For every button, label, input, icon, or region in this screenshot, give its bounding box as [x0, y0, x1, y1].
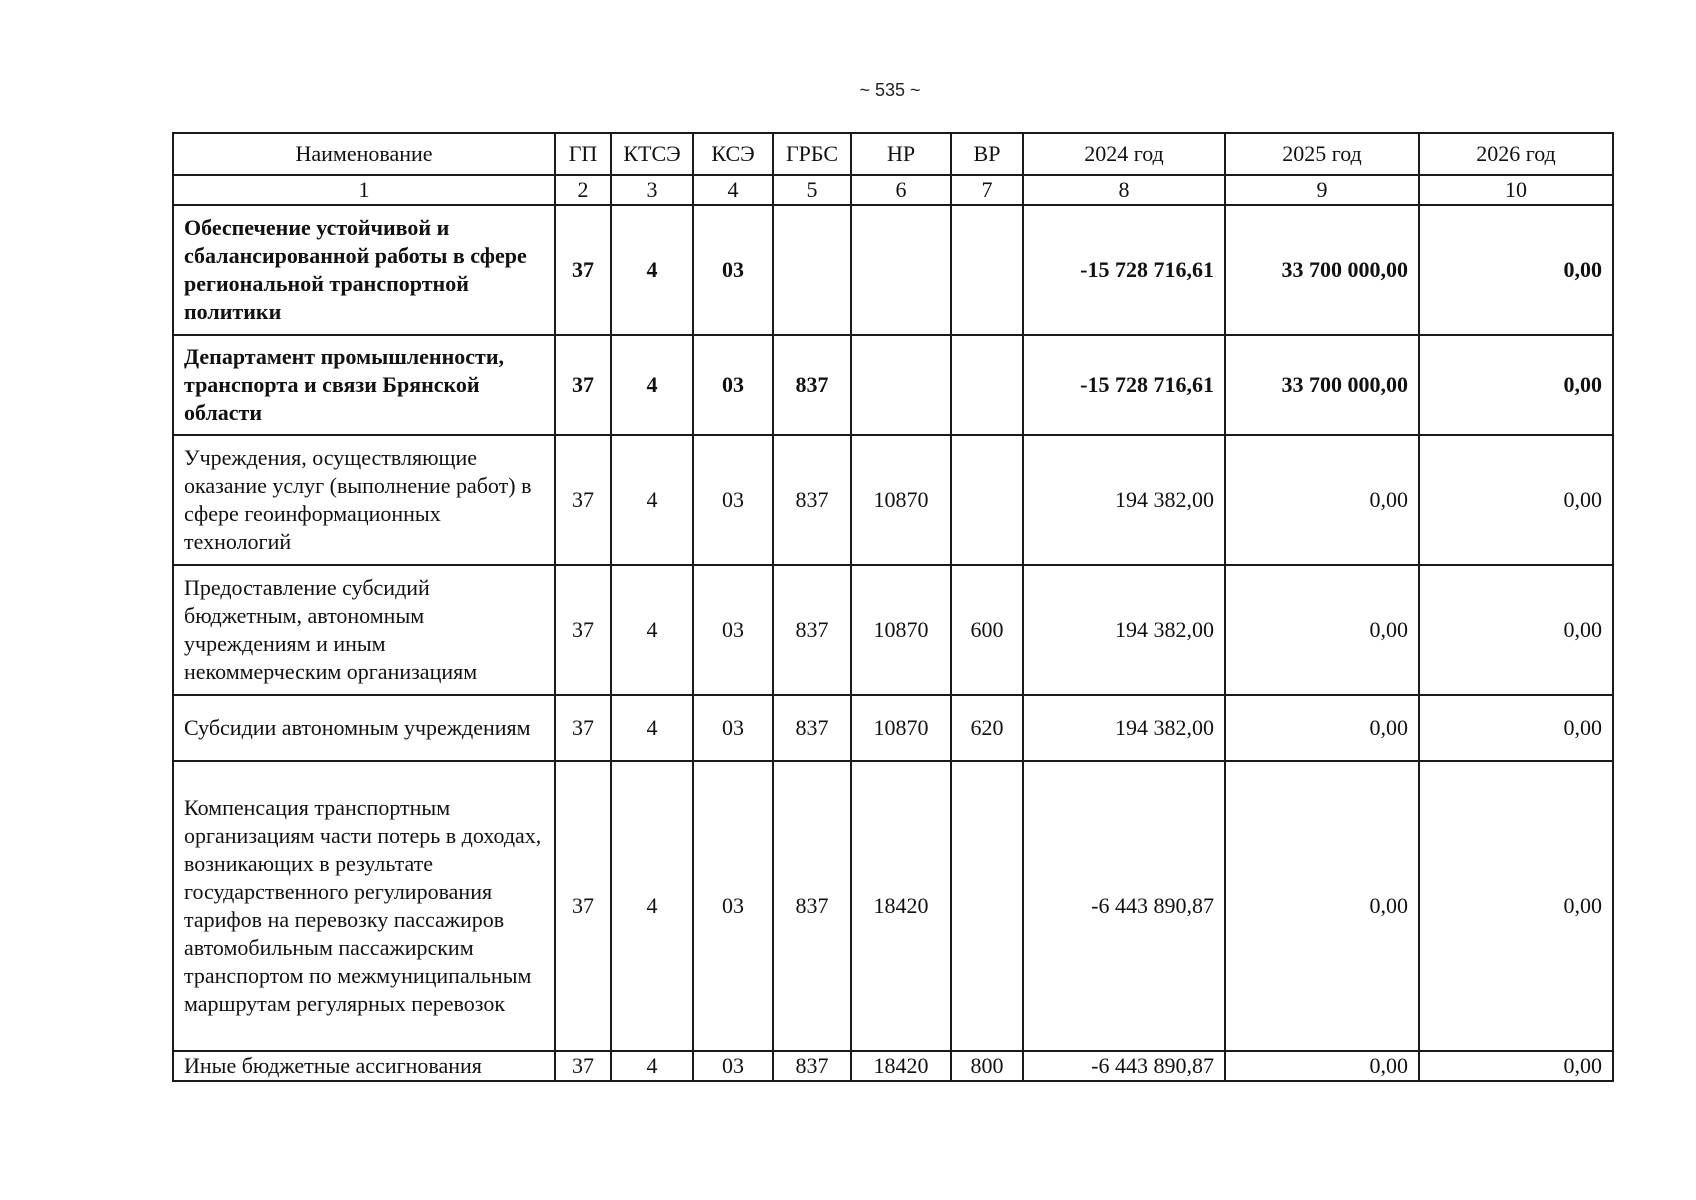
- row-kse: 03: [693, 695, 773, 761]
- column-number: 1: [173, 175, 555, 205]
- row-kse: 03: [693, 435, 773, 565]
- row-2024: 194 382,00: [1023, 695, 1225, 761]
- row-name: Иные бюджетные ассигнования: [173, 1051, 555, 1081]
- row-2024: -15 728 716,61: [1023, 335, 1225, 435]
- row-2026: 0,00: [1419, 435, 1613, 565]
- table-row: [173, 565, 1613, 695]
- row-2025: 33 700 000,00: [1225, 335, 1419, 435]
- row-2024: -6 443 890,87: [1023, 1051, 1225, 1081]
- column-number: 2: [555, 175, 611, 205]
- row-name: Субсидии автономным учреждениям: [173, 695, 555, 761]
- row-vr: [951, 335, 1023, 435]
- row-nr: 18420: [851, 761, 951, 1051]
- table-row: [173, 335, 1613, 435]
- column-number: 6: [851, 175, 951, 205]
- header-vr: ВР: [951, 133, 1023, 175]
- row-grbs: 837: [773, 335, 851, 435]
- budget-table: [172, 132, 1614, 1082]
- row-2026: 0,00: [1419, 335, 1613, 435]
- row-nr: 10870: [851, 435, 951, 565]
- row-vr: 620: [951, 695, 1023, 761]
- header-name: Наименование: [173, 133, 555, 175]
- row-vr: 800: [951, 1051, 1023, 1081]
- header-row: [173, 133, 1613, 175]
- row-ktse: 4: [611, 761, 693, 1051]
- row-kse: 03: [693, 565, 773, 695]
- row-name: Компенсация транспортным организациям части потерь в доходах, возникающих в результате государственного регулирования тарифов на перевозку пассажиров автомобильным пассажирским транспортом по межмуниципальным маршрутам регулярных перевозок: [173, 761, 555, 1051]
- header-gp: ГП: [555, 133, 611, 175]
- row-gp: 37: [555, 565, 611, 695]
- column-number: 4: [693, 175, 773, 205]
- column-number: 3: [611, 175, 693, 205]
- row-2026: 0,00: [1419, 695, 1613, 761]
- row-kse: 03: [693, 1051, 773, 1081]
- row-2024: 194 382,00: [1023, 565, 1225, 695]
- row-ktse: 4: [611, 565, 693, 695]
- row-2025: 0,00: [1225, 565, 1419, 695]
- column-number: 9: [1225, 175, 1419, 205]
- column-number-row: [173, 175, 1613, 205]
- row-nr: 18420: [851, 1051, 951, 1081]
- header-grbs: ГРБС: [773, 133, 851, 175]
- row-2026: 0,00: [1419, 1051, 1613, 1081]
- row-gp: 37: [555, 695, 611, 761]
- row-2026: 0,00: [1419, 761, 1613, 1051]
- row-2026: 0,00: [1419, 205, 1613, 335]
- header-nr: НР: [851, 133, 951, 175]
- row-ktse: 4: [611, 695, 693, 761]
- row-gp: 37: [555, 1051, 611, 1081]
- row-gp: 37: [555, 205, 611, 335]
- row-name: Предоставление субсидий бюджетным, автономным учреждениям и иным некоммерческим организациям: [173, 565, 555, 695]
- row-2025: 0,00: [1225, 695, 1419, 761]
- row-nr: 10870: [851, 695, 951, 761]
- row-name: Департамент промышленности, транспорта и связи Брянской области: [173, 335, 555, 435]
- row-kse: 03: [693, 761, 773, 1051]
- row-gp: 37: [555, 435, 611, 565]
- row-ktse: 4: [611, 335, 693, 435]
- row-ktse: 4: [611, 1051, 693, 1081]
- header-2024: 2024 год: [1023, 133, 1225, 175]
- header-ktse: КТСЭ: [611, 133, 693, 175]
- row-grbs: 837: [773, 761, 851, 1051]
- row-vr: [951, 761, 1023, 1051]
- row-nr: [851, 335, 951, 435]
- page-number: ~ 535 ~: [859, 80, 921, 100]
- row-2024: -15 728 716,61: [1023, 205, 1225, 335]
- row-kse: 03: [693, 335, 773, 435]
- row-gp: 37: [555, 335, 611, 435]
- column-number: 10: [1419, 175, 1613, 205]
- row-vr: [951, 205, 1023, 335]
- column-number: 8: [1023, 175, 1225, 205]
- column-number: 7: [951, 175, 1023, 205]
- row-gp: 37: [555, 761, 611, 1051]
- table-row: [173, 205, 1613, 335]
- header-2025: 2025 год: [1225, 133, 1419, 175]
- table-row: [173, 1051, 1613, 1081]
- row-2025: 33 700 000,00: [1225, 205, 1419, 335]
- row-2026: 0,00: [1419, 565, 1613, 695]
- column-number: 5: [773, 175, 851, 205]
- row-nr: 10870: [851, 565, 951, 695]
- row-name: Учреждения, осуществляющие оказание услуг (выполнение работ) в сфере геоинформационных технологий: [173, 435, 555, 565]
- row-kse: 03: [693, 205, 773, 335]
- row-2024: -6 443 890,87: [1023, 761, 1225, 1051]
- row-vr: 600: [951, 565, 1023, 695]
- row-2025: 0,00: [1225, 761, 1419, 1051]
- row-grbs: 837: [773, 565, 851, 695]
- row-nr: [851, 205, 951, 335]
- row-name: Обеспечение устойчивой и сбалансированной работы в сфере региональной транспортной политики: [173, 205, 555, 335]
- row-ktse: 4: [611, 435, 693, 565]
- row-vr: [951, 435, 1023, 565]
- row-ktse: 4: [611, 205, 693, 335]
- table-row: [173, 435, 1613, 565]
- row-2025: 0,00: [1225, 435, 1419, 565]
- table-row: [173, 695, 1613, 761]
- row-2024: 194 382,00: [1023, 435, 1225, 565]
- header-kse: КСЭ: [693, 133, 773, 175]
- row-grbs: 837: [773, 1051, 851, 1081]
- row-grbs: [773, 205, 851, 335]
- header-2026: 2026 год: [1419, 133, 1613, 175]
- row-grbs: 837: [773, 435, 851, 565]
- table-row: [173, 761, 1613, 1051]
- row-grbs: 837: [773, 695, 851, 761]
- row-2025: 0,00: [1225, 1051, 1419, 1081]
